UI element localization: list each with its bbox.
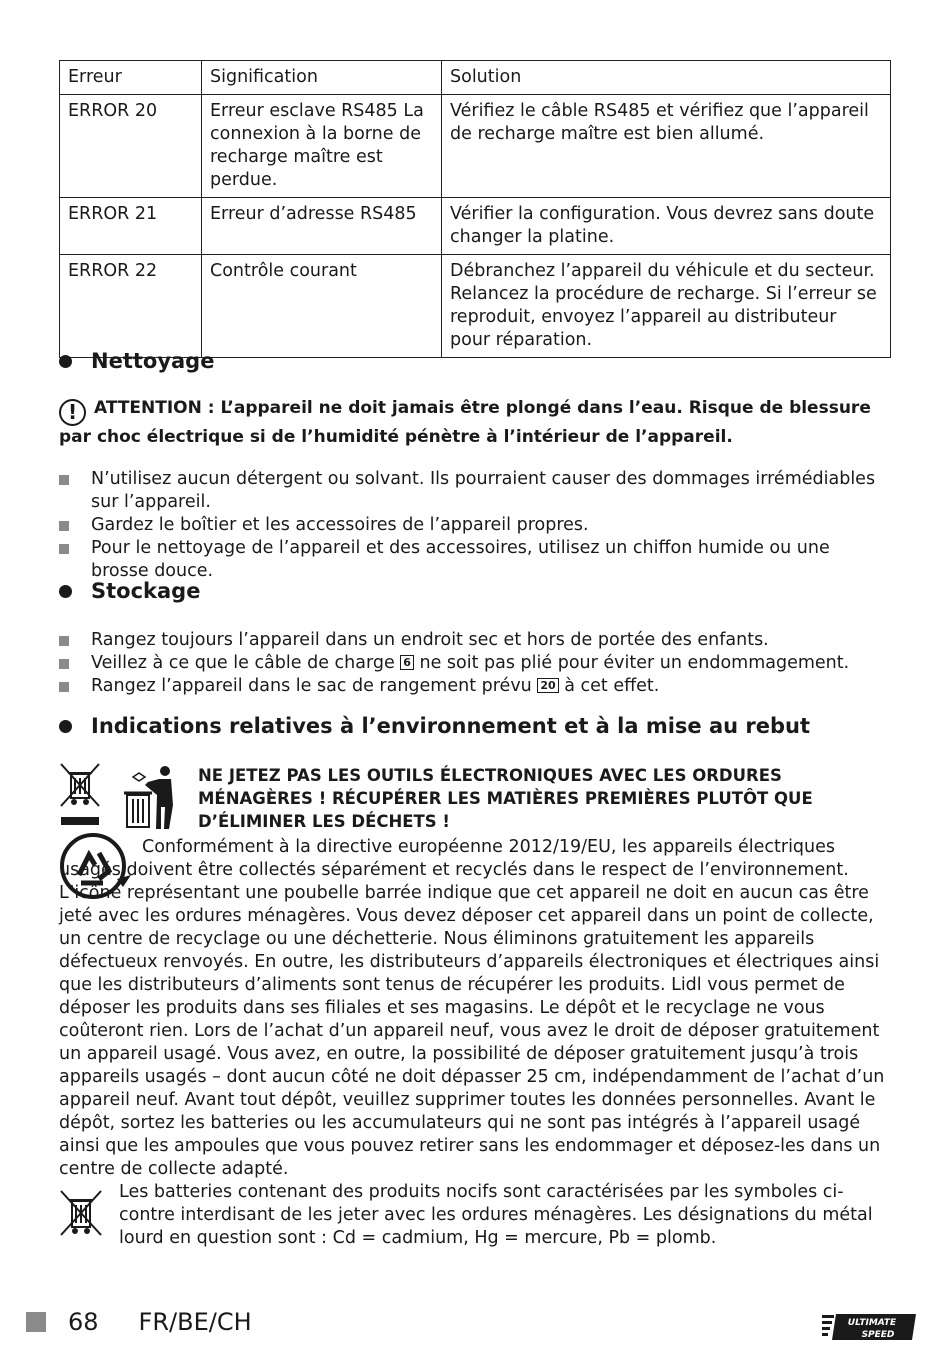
- nettoyage-list: [59, 468, 891, 583]
- list-item: [59, 652, 891, 675]
- section-heading-environnement: [59, 714, 810, 738]
- table-header-cell: Solution: [442, 61, 891, 95]
- crossed-bin-icon: [59, 762, 101, 810]
- table-row: [60, 95, 891, 198]
- page-footer: [26, 1308, 252, 1336]
- list-item: N’utilisez aucun détergent ou solvant. Ils pourraient causer des dommages irrémédiables sur l’appareil.: [59, 468, 891, 514]
- environment-text: Conformément à la directive européenne 2012/19/EU, les appareils électriques usagés doivent être collectés séparément et recyclés dans le respect de l’environnement. L’icône représentant une poubelle barrée indique que cet appareil ne doit en aucun cas être jeté avec les ordures ménagères. Vous devez déposer cet appareil dans un point de collecte, un centre de recyclage ou une déchetterie. Nous éliminons gratuitement les appareils défectueux renvoyés. En outre, les distributeurs d’appareils électroniques et électriques ainsi que les distributeurs d’aliments sont tenus de récupérer les produits. Lidl vous permet de déposer les produits dans ses filiales et ses magasins. Le dépôt et le recyclage ne vous coûteront rien. Lors de l’achat d’un appareil neuf, vous avez le droit de déposer gratuitement un appareil usagé. Vous avez, en outre, la possibilité de déposer gratuitement jusqu’à trois appareils usagés – dont aucun côté ne doit dépasser 25 cm, indépendamment de l’achat d’un appareil neuf. Avant tout dépôt, veuillez supprimer toutes les données personnelles. Avant le dépôt, sortez les batteries ou les accumulateurs qui ne sont pas intégrés à l’appareil usagé ainsi que les ampoules que vous pouvez retirer sans les endommager et déposez-les dans un centre de collecte adapté.: [59, 837, 885, 1179]
- ultimate-speed-logo: [822, 1312, 922, 1342]
- logo-line2: SPEED: [861, 1330, 895, 1340]
- reference-number-20: 20: [537, 678, 558, 693]
- section-title: Nettoyage: [91, 349, 215, 373]
- table-row: [60, 255, 891, 358]
- table-header-row: [60, 61, 891, 95]
- list-item-text: Rangez l’appareil dans le sac de rangement prévu: [91, 676, 538, 696]
- stockage-list: [59, 629, 891, 698]
- battery-crossed-bin-icon: [59, 1187, 103, 1239]
- table-cell: Contrôle courant: [202, 255, 442, 358]
- section-heading-nettoyage: [59, 349, 214, 373]
- attention-text: ATTENTION : L’appareil ne doit jamais être plongé dans l’eau. Risque de blessure par choc électrique si de l’humidité pénètre à l’intérieur de l’appareil.: [59, 398, 871, 447]
- table-header-cell: Signification: [202, 61, 442, 95]
- table-cell: Erreur esclave RS485 La connexion à la borne de recharge maître est perdue.: [202, 95, 442, 198]
- list-item: Gardez le boîtier et les accessoires de l’appareil propres.: [59, 514, 891, 537]
- environment-warning: NE JETEZ PAS LES OUTILS ÉLECTRONIQUES AVEC LES ORDURES MÉNAGÈRES ! RÉCUPÉRER LES MATIÈRES PREMIÈRES PLUTÔT QUE D’ÉLIMINER LES DÉCHETS !: [198, 766, 813, 831]
- attention-warning: [59, 397, 891, 448]
- underline-bar: [61, 817, 99, 825]
- section-heading-stockage: [59, 579, 200, 603]
- table-header-cell: Erreur: [60, 61, 202, 95]
- bullet-dot-icon: [59, 585, 72, 598]
- reference-number-6: 6: [400, 655, 414, 670]
- list-item-text: à cet effet.: [558, 676, 660, 696]
- table-cell: ERROR 20: [60, 95, 202, 198]
- table-cell: ERROR 22: [60, 255, 202, 358]
- error-table: [59, 60, 891, 358]
- table-cell: Vérifier la configuration. Vous devrez sans doute changer la platine.: [442, 198, 891, 255]
- bullet-dot-icon: [59, 355, 72, 368]
- list-item: Rangez toujours l’appareil dans un endroit sec et hors de portée des enfants.: [59, 629, 891, 652]
- language-code: FR/BE/CH: [138, 1308, 252, 1336]
- table-cell: Débranchez l’appareil du véhicule et du secteur. Relancez la procédure de recharge. Si l’erreur se reproduit, envoyez l’appareil au distributeur pour réparation.: [442, 255, 891, 358]
- trash-disposal-icon: [123, 765, 179, 831]
- footer-square-icon: [26, 1312, 46, 1332]
- page-content: [59, 60, 891, 1248]
- list-item-text: ne soit pas plié pour éviter un endommagement.: [413, 653, 850, 673]
- batteries-text: Les batteries contenant des produits nocifs sont caractérisées par les symboles ci-contre interdisant de les jeter avec les ordures ménagères. Les désignations du métal lourd en question sont : Cd = cadmium, Hg = mercure, Pb = plomb.: [119, 1182, 873, 1248]
- table-cell: Erreur d’adresse RS485: [202, 198, 442, 255]
- section-title: Stockage: [91, 579, 201, 603]
- logo-line1: ULTIMATE: [847, 1318, 897, 1328]
- table-cell: ERROR 21: [60, 198, 202, 255]
- list-item: [59, 675, 891, 698]
- bullet-dot-icon: [59, 720, 72, 733]
- table-row: [60, 198, 891, 255]
- section-title: Indications relatives à l’environnement et à la mise au rebut: [91, 714, 811, 738]
- list-item-text: Veillez à ce que le câble de charge: [91, 653, 401, 673]
- page-number: 68: [68, 1308, 99, 1336]
- exclamation-circle-icon: !: [59, 399, 86, 426]
- table-cell: Vérifiez le câble RS485 et vérifiez que l’appareil de recharge maître est bien allumé.: [442, 95, 891, 198]
- list-item: Pour le nettoyage de l’appareil et des accessoires, utilisez un chiffon humide ou une brosse douce.: [59, 537, 891, 583]
